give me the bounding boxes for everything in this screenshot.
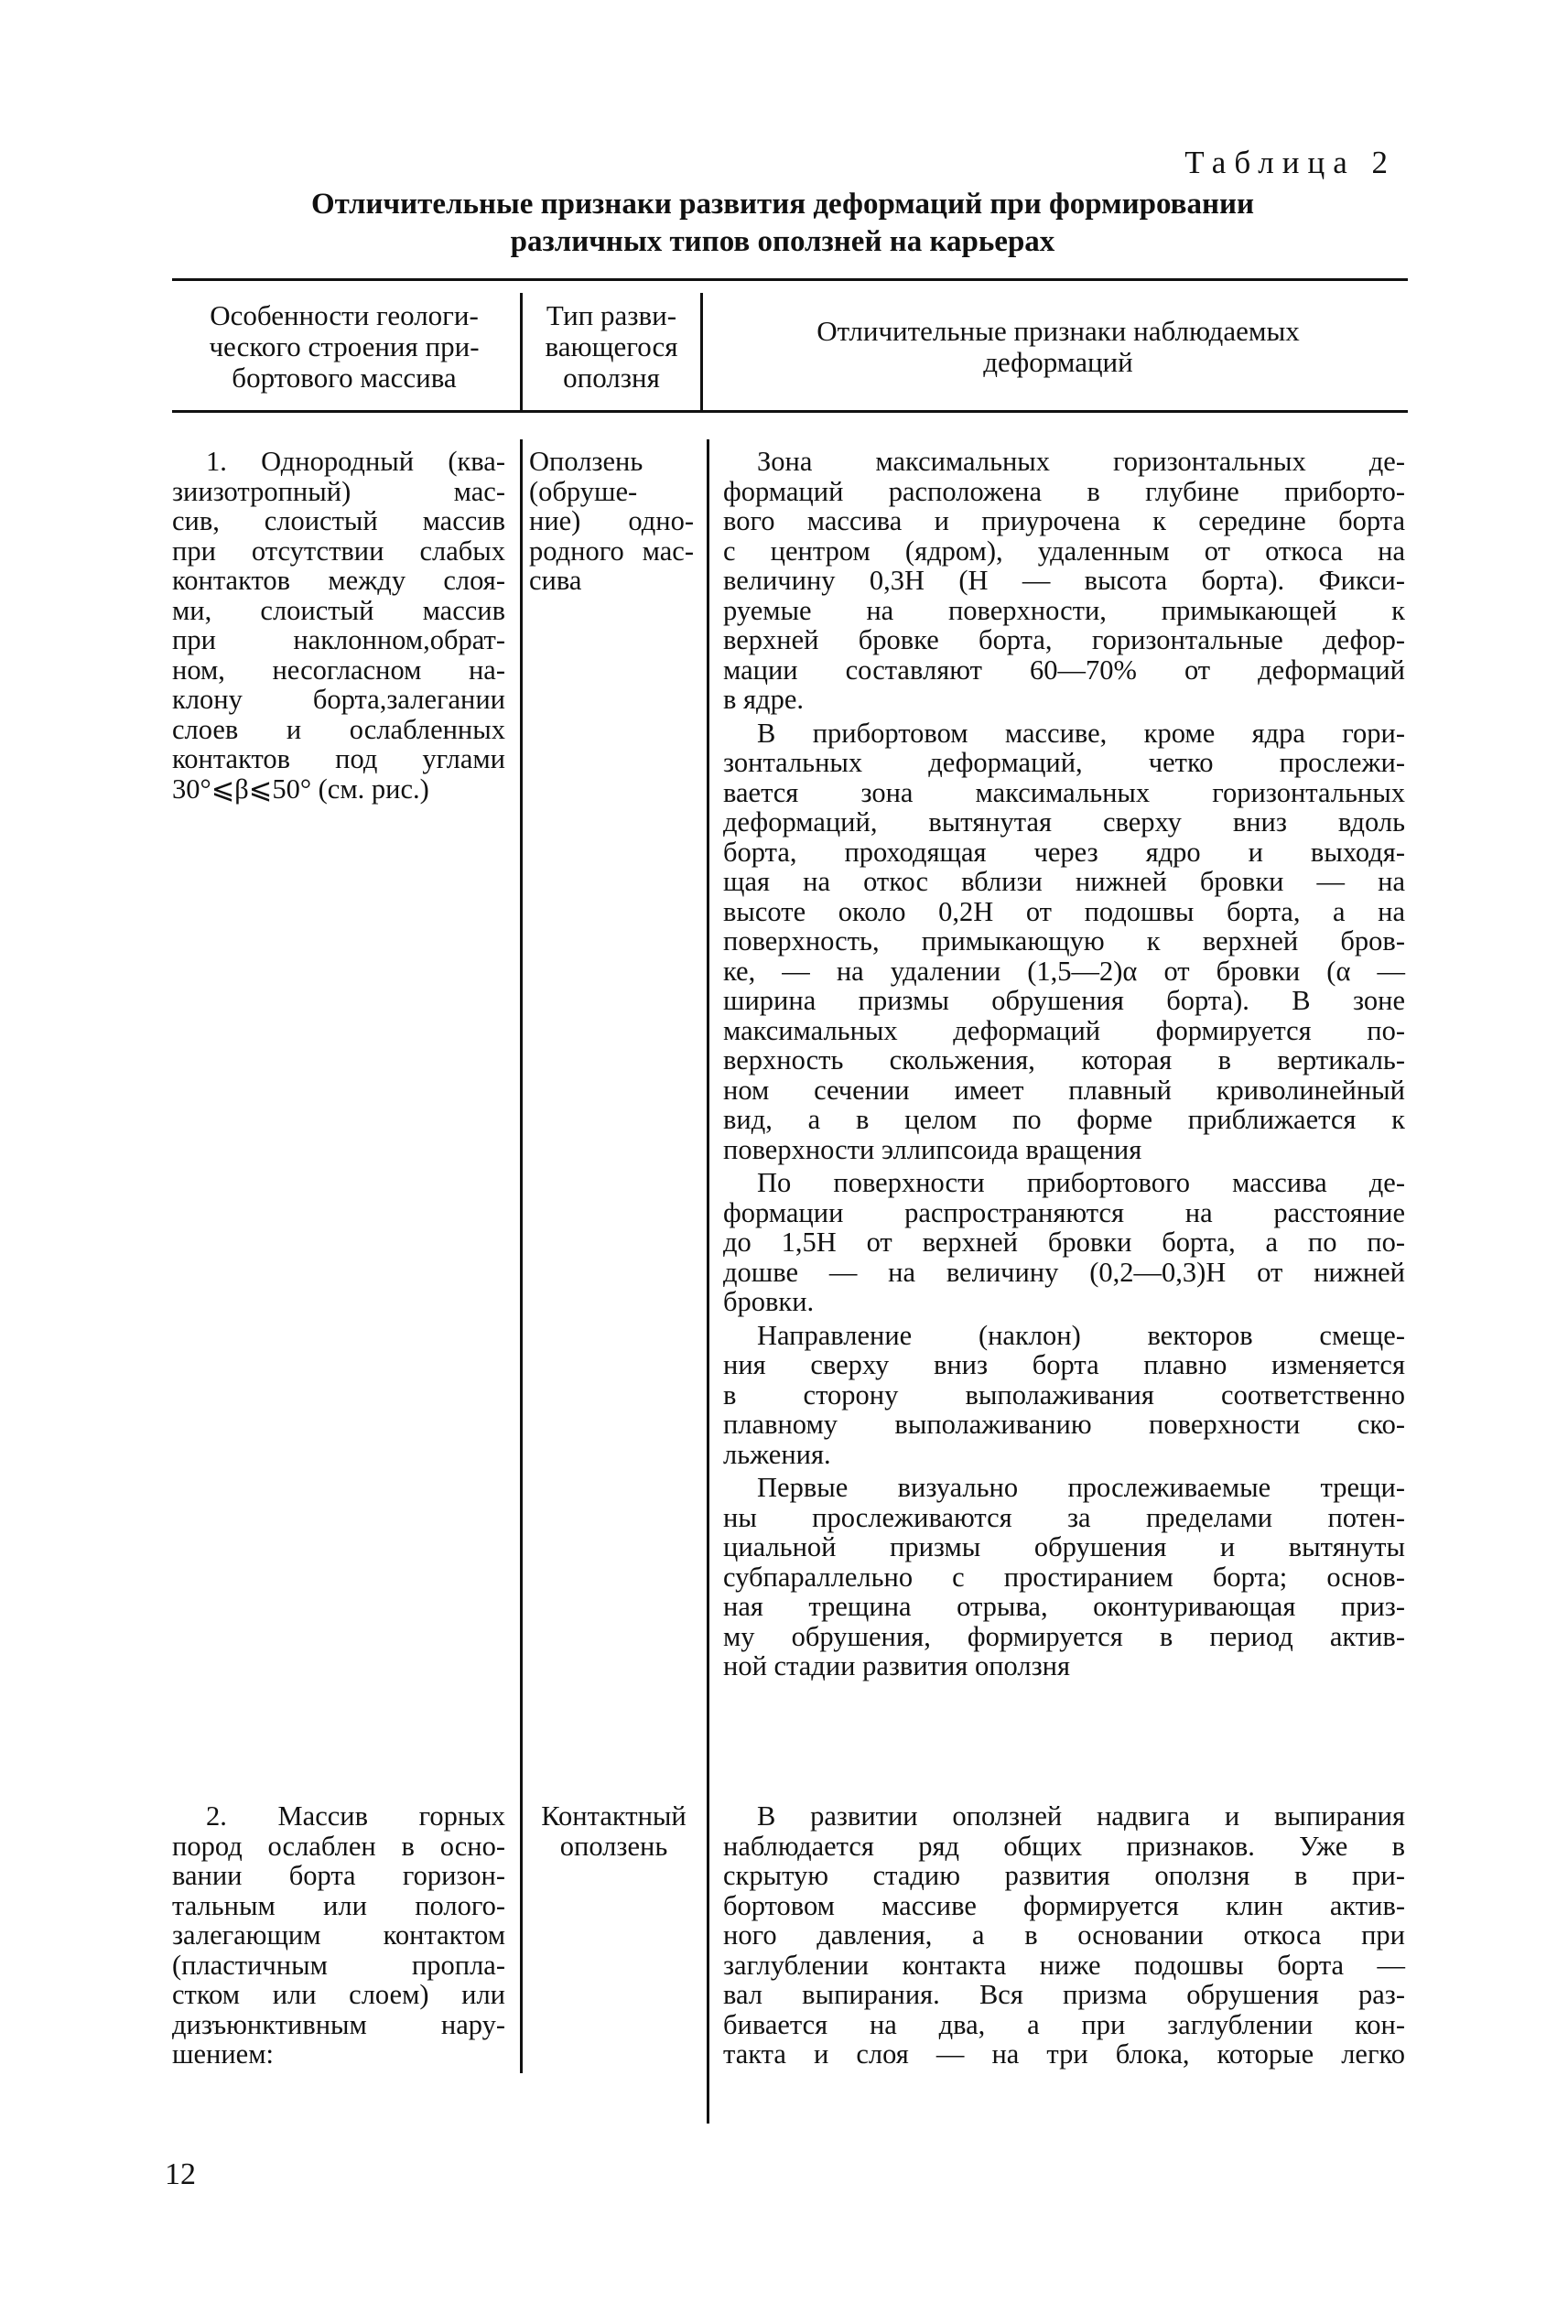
cell-line: скрытую стадию развития оползня в при- <box>723 1860 1405 1891</box>
column-divider-header-2 <box>700 293 703 410</box>
column-divider-1 <box>520 439 523 2073</box>
cell-line: тальным или полого- <box>172 1889 505 1921</box>
cell-line: залегающим контактом <box>172 1919 505 1951</box>
cell-line: высоте около 0,2H от подошвы борта, а на <box>723 895 1405 927</box>
cell-line: субпараллельно с простиранием борта; основ- <box>723 1561 1405 1593</box>
paragraph <box>723 719 1405 1165</box>
cell-line: вается зона максимальных горизонтальных <box>723 776 1405 808</box>
cell-line: ми, слоистый массив <box>172 594 505 626</box>
cell-line: поверхности эллипсоида вращения <box>723 1133 1142 1165</box>
header-deformation-signs <box>709 316 1407 378</box>
table-title <box>174 186 1391 261</box>
cell-line: заглублении контакта ниже подошвы борта — <box>723 1949 1405 1981</box>
page-number: 12 <box>165 2157 196 2191</box>
cell-line: максимальных деформаций формируется по- <box>723 1014 1405 1046</box>
cell-line: формации распространяются на расстояние <box>723 1196 1405 1228</box>
cell-line: 2. Массив горных <box>206 1800 505 1832</box>
cell-line: вании борта горизон- <box>172 1860 505 1891</box>
cell-line: ние) одно- <box>529 505 694 536</box>
cell-line: ного давления, а в основании откоса при <box>723 1919 1405 1951</box>
cell-line: клону борта,залегании <box>172 684 505 715</box>
cell-line: мации составляют 60—70% от деформаций <box>723 654 1405 686</box>
header-line: Особенности геологи- <box>210 299 479 331</box>
cell-line: Оползень <box>529 446 643 477</box>
header-line: бортового массива <box>232 362 457 394</box>
row1-type-cell <box>529 447 694 596</box>
cell-line: циальной призмы обрушения и вытянуты <box>723 1531 1405 1562</box>
cell-line: до 1,5H от верхней бровки борта, а по по- <box>723 1227 1405 1258</box>
row1-geology-cell <box>172 447 505 804</box>
cell-line: Зона максимальных горизонтальных де- <box>757 446 1405 477</box>
cell-line: щая на откос вблизи нижней бровки — на <box>723 866 1405 897</box>
row2-geology-cell <box>172 1801 505 2070</box>
cell-line: вид, а в целом по форме приближается к <box>723 1104 1405 1135</box>
cell-line: вал выпирания. Вся призма обрушения раз- <box>723 1979 1405 2010</box>
header-line: деформаций <box>983 346 1133 378</box>
cell-line: (обруше- <box>529 475 638 507</box>
cell-line: с центром (ядром), удаленным от откоса на <box>723 535 1405 567</box>
cell-line: ке, — на удалении (1,5—2)α от бровки (α — <box>723 955 1405 987</box>
cell-line: в сторону выполаживания соответственно <box>723 1378 1405 1411</box>
cell-line: наблюдается ряд общих признаков. Уже в <box>723 1830 1405 1862</box>
row2-deformation-cell <box>723 1801 1405 2070</box>
header-line: вающегося <box>545 330 678 362</box>
cell-line: ном, несогласном на- <box>172 654 505 686</box>
cell-line: шением: <box>172 2038 274 2070</box>
cell-line: родного мас- <box>529 535 694 567</box>
cell-line: зиизотропный) мас- <box>172 475 505 507</box>
cell-line: Контактный <box>541 1800 687 1832</box>
cell-line: пород ослаблен в осно- <box>172 1830 505 1862</box>
title-line: Отличительные признаки развития деформаций при формировании <box>310 188 1255 221</box>
cell-line: такта и слоя — на три блока, которые легко <box>723 2038 1405 2070</box>
cell-line: В развитии оползней надвига и выпирания <box>757 1800 1405 1832</box>
header-geology <box>172 300 516 394</box>
cell-line: ширина призмы обрушения борта). В зоне <box>723 985 1405 1016</box>
cell-line: вого массива и приурочена к середине борта <box>723 505 1405 536</box>
cell-line: льжения. <box>723 1438 831 1470</box>
paragraph <box>723 1168 1405 1317</box>
cell-line: му обрушения, формируется в период актив- <box>723 1620 1405 1652</box>
cell-line: сива <box>529 565 582 596</box>
paragraph <box>723 447 1405 715</box>
cell-line: ная трещина отрыва, оконтуривающая приз- <box>723 1591 1405 1622</box>
cell-line: деформаций, вытянутая сверху вниз вдоль <box>723 806 1405 838</box>
table-header-rule <box>172 410 1408 413</box>
cell-line: Первые визуально прослеживаемые трещи- <box>757 1472 1405 1503</box>
cell-line: дизъюнктивным нару- <box>172 2008 505 2040</box>
cell-line: величину 0,3H (H — высота борта). Фикси- <box>723 565 1405 596</box>
cell-line: 30°⩽β⩽50° (см. рис.) <box>172 773 429 805</box>
paragraph <box>723 1473 1405 1681</box>
cell-line: плавному выполаживанию поверхности ско- <box>723 1409 1405 1440</box>
table-label: Таблица 2 <box>1184 145 1396 180</box>
cell-line: бровки. <box>723 1286 815 1317</box>
cell-line: контактов под углами <box>172 743 505 774</box>
row2-type-cell <box>524 1801 703 1861</box>
cell-line: верхность скольжения, которая в вертикаль- <box>723 1044 1405 1076</box>
cell-line: борта, проходящая через ядро и выходя- <box>723 836 1405 868</box>
header-line: ческого строения при- <box>209 330 480 362</box>
cell-line: В прибортовом массиве, кроме ядра гори- <box>757 717 1405 749</box>
header-line: оползня <box>563 362 660 394</box>
cell-line: контактов между слоя- <box>172 565 505 596</box>
cell-line: 1. Однородный (ква- <box>206 446 505 477</box>
header-line: Отличительные признаки наблюдаемых <box>816 315 1300 347</box>
cell-line: в ядре. <box>723 684 804 715</box>
cell-line: ния сверху вниз борта плавно изменяется <box>723 1349 1405 1380</box>
cell-line: зонтальных деформаций, четко прослежи- <box>723 747 1405 778</box>
cell-line: бивается на два, а при заглублении кон- <box>723 2008 1405 2040</box>
cell-line: ны прослеживаются за пределами потен- <box>723 1501 1405 1533</box>
cell-line: руемые на поверхности, примыкающей к <box>723 594 1405 626</box>
cell-line: дошве — на величину (0,2—0,3)H от нижней <box>723 1256 1405 1288</box>
cell-line: формаций расположена в глубине приборто- <box>723 475 1405 507</box>
paragraph <box>723 1321 1405 1470</box>
cell-line: ной стадии развития оползня <box>723 1650 1070 1681</box>
cell-line: при отсутствии слабых <box>172 535 505 567</box>
cell-line: По поверхности прибортового массива де- <box>757 1167 1405 1198</box>
cell-line: (пластичным пропла- <box>172 1949 505 1981</box>
cell-line: сив, слоистый массив <box>172 505 505 536</box>
cell-line: верхней бровке борта, горизонтальные дефор- <box>723 624 1405 655</box>
cell-line: Направление (наклон) векторов смеще- <box>757 1319 1405 1351</box>
header-landslide-type <box>524 300 698 394</box>
cell-line: ном сечении имеет плавный криволинейный <box>723 1074 1405 1106</box>
table-top-rule <box>172 278 1408 281</box>
column-divider-2 <box>707 439 709 2124</box>
cell-line: бортовом массиве формируется клин актив- <box>723 1889 1405 1921</box>
cell-line: слоев и ослабленных <box>172 713 505 745</box>
title-line: различных типов оползней на карьерах <box>510 225 1055 258</box>
cell-line: поверхность, примыкающую к верхней бров- <box>723 925 1405 957</box>
column-divider-header-1 <box>520 293 523 410</box>
cell-line: стком или слоем) или <box>172 1979 505 2010</box>
header-line: Тип разви- <box>546 299 677 331</box>
row1-deformation-cell <box>723 447 1405 1685</box>
cell-line: оползень <box>559 1830 668 1862</box>
cell-line: при наклонном,обрат- <box>172 624 505 655</box>
